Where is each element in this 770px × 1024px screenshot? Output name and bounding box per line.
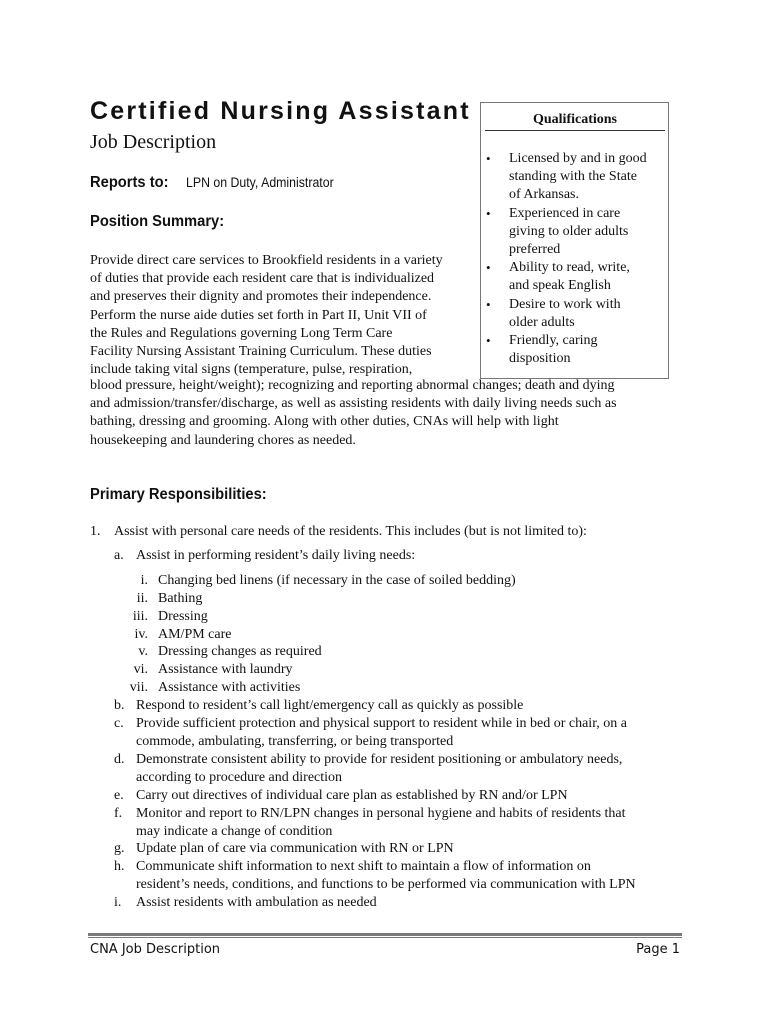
roman-text: AM/PM care [158, 626, 232, 642]
qualifications-title: Qualifications [532, 112, 617, 127]
roman-text: Assistance with laundry [158, 662, 293, 678]
subitem-letter: f. [114, 805, 123, 821]
responsibility-item [90, 523, 690, 541]
roman-list [90, 572, 690, 697]
item-number: 1. [90, 524, 101, 539]
qualification-line: older adults [509, 314, 575, 330]
summary-line: Perform the nurse aide duties set forth in Part II, Unit VII of [90, 307, 427, 323]
qualification-line: • Experienced in care [509, 205, 621, 221]
roman-item [90, 679, 690, 697]
subitem [90, 751, 690, 787]
qualification-line: preferred [509, 242, 561, 258]
subitem-line: Demonstrate consistent ability to provide for resident positioning or ambulatory needs, [136, 751, 623, 767]
subitem-line: Respond to resident’s call light/emergency call as quickly as possible [136, 698, 524, 714]
subitem-line: may indicate a change of condition [136, 823, 333, 839]
primary-responsibilities-heading: Primary Responsibilities: [90, 486, 267, 503]
summary-line: Facility Nursing Assistant Training Curriculum. These duties [90, 344, 432, 360]
responsibility-subitems [90, 547, 690, 912]
subitem-line: resident’s needs, conditions, and functions to be performed via communication with LPN [136, 877, 636, 893]
roman-item [90, 590, 690, 608]
subitem-line: Provide sufficient protection and physical support to resident while in bed or chair, on a [136, 716, 628, 732]
subitem [90, 805, 690, 841]
subitem [90, 858, 690, 894]
footer-page-number: Page 1 [636, 942, 680, 957]
qualification-line: • Friendly, caring [509, 333, 598, 349]
summary-line: and preserves their dignity and promotes their independence. [90, 289, 432, 305]
roman-item [90, 572, 690, 590]
summary-line: include taking vital signs (temperature, pulse, respiration, [90, 362, 413, 378]
reports-to-label: Reports to: [90, 174, 169, 191]
subitem [90, 547, 690, 565]
roman-text: Assistance with activities [158, 680, 301, 696]
subitem-letter: b. [114, 698, 125, 714]
roman-text: Dressing changes as required [158, 644, 322, 660]
subitem [90, 697, 690, 715]
roman-item [90, 661, 690, 679]
summary-line: bathing, dressing and grooming. Along with other duties, CNAs will help with light [90, 414, 559, 430]
summary-line: the Rules and Regulations governing Long Term Care [90, 325, 393, 341]
roman-item [90, 643, 690, 661]
summary-line: housekeeping and laundering chores as needed. [90, 432, 356, 448]
qualifications-list [482, 150, 667, 368]
qualification-item [482, 332, 667, 368]
item-text: Assist with personal care needs of the residents. This includes (but is not limited to): [114, 524, 587, 539]
summary-line: Provide direct care services to Brookfield residents in a variety [90, 253, 443, 268]
qualifications-divider [485, 130, 665, 131]
subitem-line: Assist in performing resident’s daily living needs: [136, 547, 416, 563]
roman-numeral: vi. [133, 662, 148, 678]
qualification-line: standing with the State [509, 169, 637, 185]
qualification-line: • Ability to read, write, [509, 260, 630, 276]
reports-to [90, 174, 353, 192]
roman-text: Bathing [158, 590, 203, 606]
roman-item [90, 626, 690, 644]
qualification-line: of Arkansas. [509, 187, 579, 203]
responsibilities-list [90, 523, 690, 912]
qualification-item [482, 259, 667, 295]
subitem-line: Carry out directives of individual care plan as established by RN and/or LPN [136, 787, 568, 803]
qualification-item [482, 150, 667, 205]
roman-numeral: iv. [134, 626, 148, 642]
position-summary-text [90, 252, 475, 379]
position-summary-heading: Position Summary: [90, 213, 225, 230]
subitem-letter: e. [114, 787, 124, 803]
roman-numeral: vii. [129, 680, 148, 696]
subitem-line: according to procedure and direction [136, 769, 343, 785]
reports-to-value: LPN on Duty, Administrator [185, 174, 334, 190]
qualification-item [482, 205, 667, 260]
qualification-line: • Licensed by and in good [509, 151, 647, 166]
roman-text: Dressing [158, 608, 208, 624]
summary-line: of duties that provide each resident care that is individualized [90, 271, 435, 287]
summary-line: and admission/transfer/discharge, as well as assisting residents with daily living needs such as [90, 396, 617, 412]
roman-text: Changing bed linens (if necessary in the case of soiled bedding) [158, 572, 516, 588]
subitem-letter: i. [114, 895, 122, 911]
subitem-letter: d. [114, 751, 125, 767]
roman-numeral: i. [140, 572, 148, 588]
subitem-line: Monitor and report to RN/LPN changes in personal hygiene and habits of residents that [136, 805, 626, 821]
subitem-letter: a. [114, 547, 124, 563]
qualification-line: • Desire to work with [509, 296, 621, 312]
qualification-item [482, 296, 667, 332]
subitem-line: commode, ambulating, transferring, or being transported [136, 733, 454, 749]
qualification-line: giving to older adults [509, 223, 629, 239]
position-summary-text-continued [90, 377, 680, 450]
subitem-line: Communicate shift information to next shift to maintain a flow of information on [136, 859, 591, 875]
subitem-line: Assist residents with ambulation as needed [136, 895, 377, 911]
qualification-line: and speak English [509, 278, 611, 294]
subitem [90, 840, 690, 858]
roman-numeral: ii. [136, 590, 148, 606]
subitem [90, 894, 690, 912]
subitem [90, 715, 690, 751]
footer-divider-thin [88, 937, 682, 938]
subitem-letter: c. [114, 716, 124, 732]
subitem [90, 787, 690, 805]
document-title: Certified Nursing Assistant [90, 97, 471, 125]
qualification-line: disposition [509, 351, 571, 367]
document-subtitle: Job Description [90, 131, 217, 153]
footer-document-name: CNA Job Description [90, 942, 221, 957]
footer-divider [88, 933, 682, 936]
subitem-letter: g. [114, 841, 125, 857]
roman-numeral: v. [138, 644, 148, 660]
summary-line: blood pressure, height/weight); recognizing and reporting abnormal changes; death and dying [90, 378, 615, 393]
subitem-letter: h. [114, 859, 125, 875]
roman-item [90, 608, 690, 626]
subitem-line: Update plan of care via communication with RN or LPN [136, 841, 454, 857]
roman-numeral: iii. [132, 608, 148, 624]
